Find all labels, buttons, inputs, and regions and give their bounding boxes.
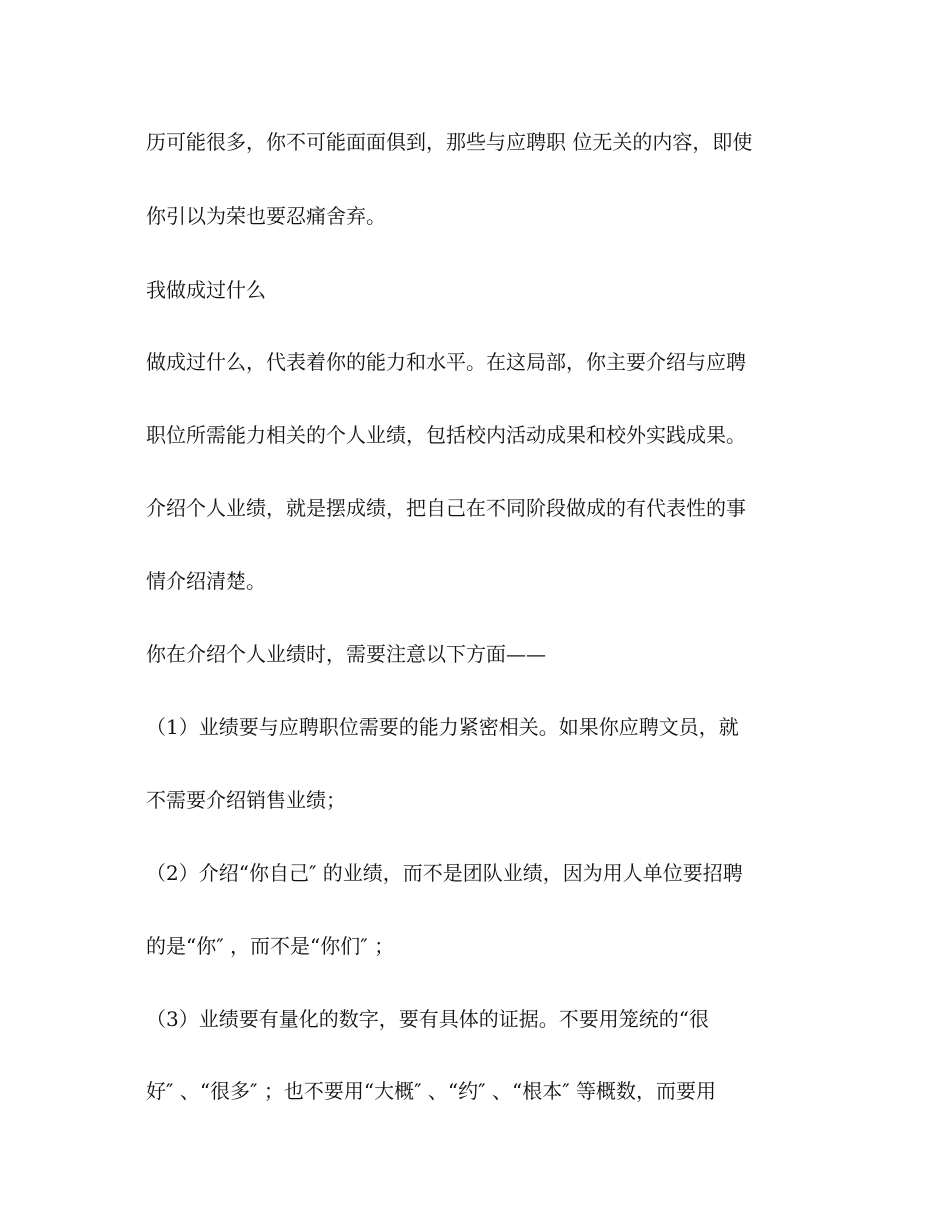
list-item-3: （3）业绩要有量化的数字，要有具体的证据。不要用笼统的“很 [146,1007,709,1031]
text-line: 职位所需能力相关的个人业绩，包括校内活动成果和校外实践成果。 [146,423,746,447]
section-heading: 我做成过什么 [146,278,266,302]
list-item-2: （2）介绍“你自己″ 的业绩，而不是团队业绩，因为用人单位要招聘 [146,861,743,885]
text-line: 你在介绍个人业绩时，需要注意以下方面—— [146,642,546,666]
text-line: 的是“你″ ，而不是“你们″ ； [146,934,395,958]
text-line: 历可能很多，你不可能面面俱到，那些与应聘职 位无关的内容，即使 [146,130,753,154]
text-line: 不需要介绍销售业绩； [146,788,346,812]
text-line: 介绍个人业绩，就是摆成绩，把自己在不同阶段做成的有代表性的事 [146,496,746,520]
text-line: 你引以为荣也要忍痛舍弃。 [146,204,386,228]
text-line: 情介绍清楚。 [146,569,266,593]
text-line: 做成过什么，代表着你的能力和水平。在这局部，你主要介绍与应聘 [146,350,746,374]
text-line: 好″ 、“很多″ ；也不要用“大概″ 、“约″ 、“根本″ 等概数，而要用 [146,1079,717,1103]
list-item-1: （1）业绩要与应聘职位需要的能力紧密相关。如果你应聘文员，就 [146,715,739,739]
